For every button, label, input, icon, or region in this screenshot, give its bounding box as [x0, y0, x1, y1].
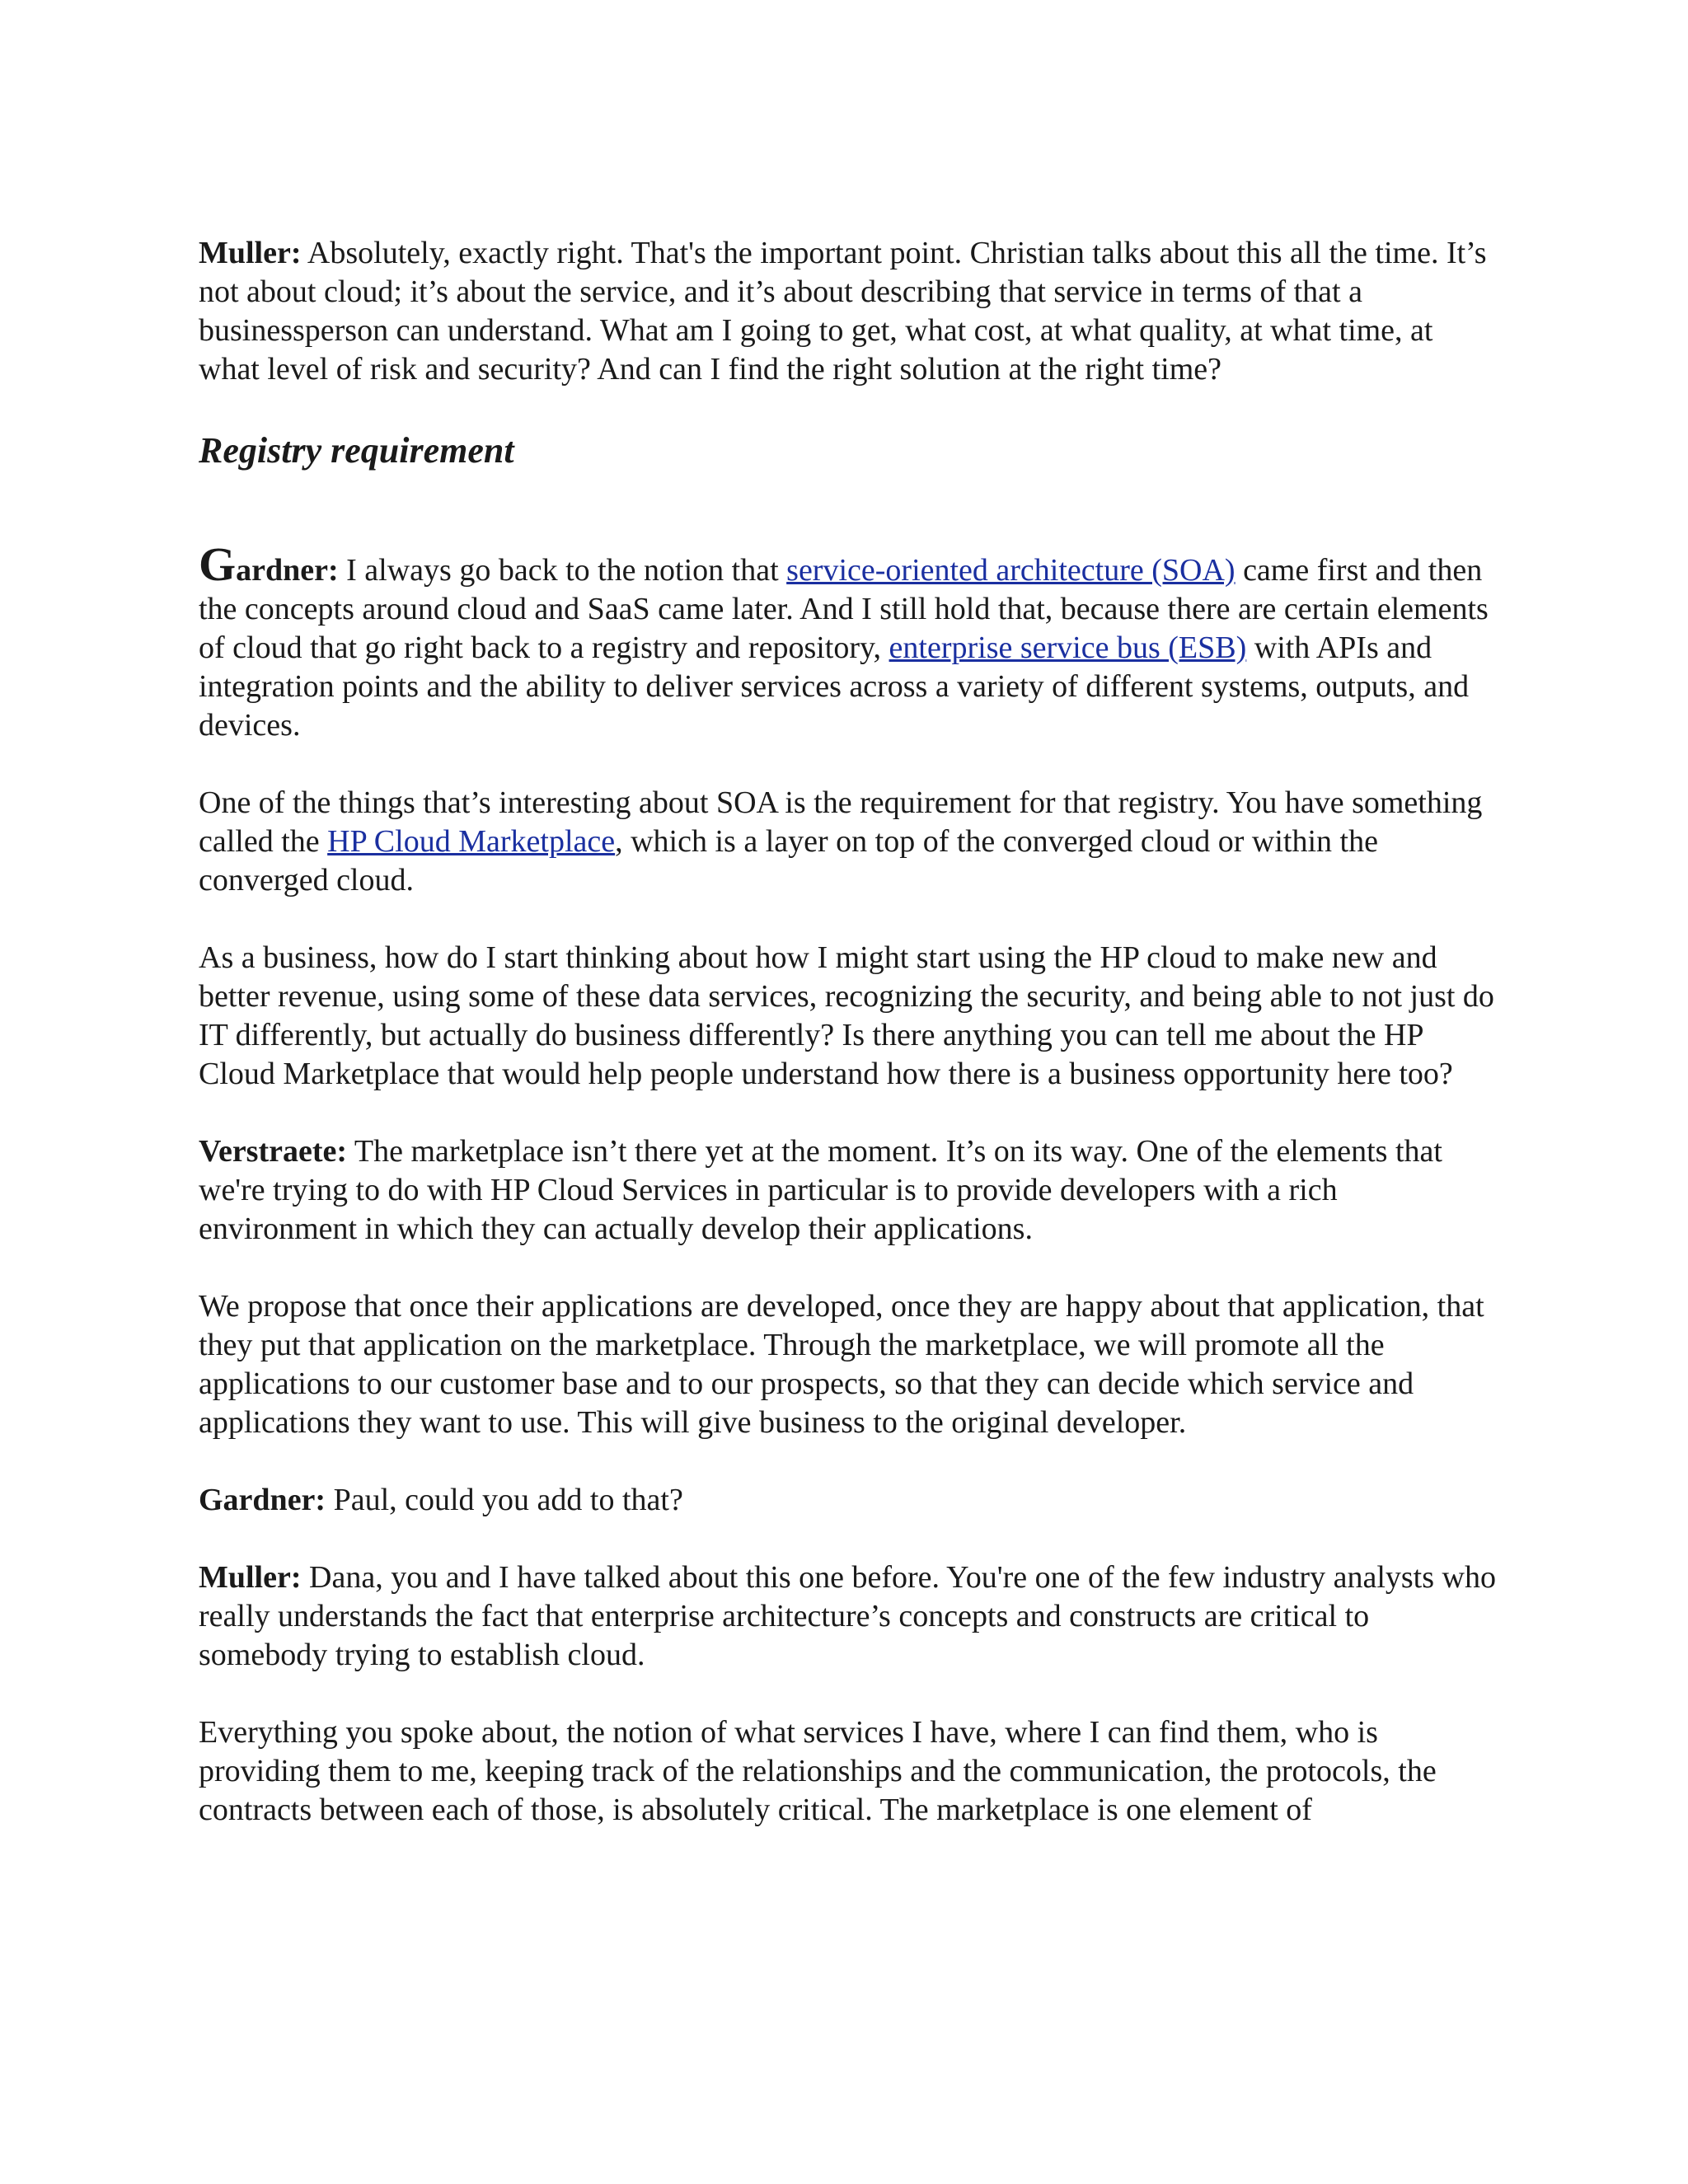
paragraph-muller-1: [199, 234, 1501, 389]
paragraph-text: , which is a layer on top of the converged cloud or within the converged cloud.: [199, 824, 1378, 898]
paragraph-verstraete-2: [199, 1287, 1501, 1442]
paragraph-verstraete-1: [199, 1132, 1501, 1249]
paragraph-gardner-3: [199, 939, 1501, 1094]
paragraph-muller-2: [199, 1558, 1501, 1675]
paragraph-text: I always go back to the notion that: [338, 553, 787, 588]
soa-link[interactable]: service-oriented architecture (SOA): [786, 553, 1236, 588]
paragraph-text: As a business, how do I start thinking about how I might start using the HP cloud to make new and better revenue, using some of these data services, recognizing the security, and being able to not just do IT differently, but actually do business differently? Is there anything you can tell me about the HP Cloud Marketplace that would help people understand how there is a business opportunity here too?: [199, 940, 1494, 1091]
paragraph-text: One of the things that’s interesting about SOA is the requirement for that registry. You have something called the: [199, 785, 1483, 859]
section-heading: Registry requirement: [199, 430, 514, 471]
hp-cloud-marketplace-link[interactable]: HP Cloud Marketplace: [327, 824, 616, 859]
paragraph-text: Dana, you and I have talked about this one before. You're one of the few industry analysts who really understands the fact that enterprise architecture’s concepts and constructs are critical to somebody trying to establish cloud.: [199, 1560, 1496, 1672]
speaker-name: Muller:: [199, 1560, 302, 1595]
paragraph-text: Everything you spoke about, the notion of what services I have, where I can find them, who is providing them to me, keeping track of the relationships and the communication, the protocols, the contracts between each of those, is absolutely critical. The marketplace is one element of: [199, 1715, 1437, 1827]
paragraph-muller-3: [199, 1713, 1501, 1830]
paragraph-text: Absolutely, exactly right. That's the important point. Christian talks about this all the time. It’s not about cloud; it’s about the service, and it’s about describing that service in terms of that a businessperson can understand. What am I going to get, what cost, at what quality, at what time, at what level of risk and security? And can I find the right solution at the right time?: [199, 236, 1487, 387]
document-page: [199, 234, 1501, 1868]
paragraph-text: We propose that once their applications are developed, once they are happy about that application, that they put that application on the marketplace. Through the marketplace, we will promote all the applications to our customer base and to our prospects, so that they can decide which service and applications they want to use. This will give business to the original developer.: [199, 1289, 1484, 1440]
paragraph-text: The marketplace isn’t there yet at the moment. It’s on its way. One of the elements that we're trying to do with HP Cloud Services in particular is to provide developers with a rich environment in which they can actually develop their applications.: [199, 1134, 1442, 1246]
paragraph-gardner-4: [199, 1481, 1501, 1520]
speaker-name: Verstraete:: [199, 1134, 348, 1169]
esb-link[interactable]: enterprise service bus (ESB): [889, 630, 1247, 665]
paragraph-text: came first and then the concepts around cloud and SaaS came later. And I still hold that, because there are certain elements of cloud that go right back to a registry and repository,: [199, 553, 1489, 665]
heading-spacer: [199, 474, 1501, 545]
paragraph-text: Paul, could you add to that?: [326, 1483, 683, 1517]
speaker-name: ardner:: [236, 553, 339, 588]
speaker-name: Muller:: [199, 236, 302, 270]
paragraph-gardner-1: [199, 537, 1501, 745]
paragraph-gardner-2: [199, 784, 1501, 900]
speaker-name: Gardner:: [199, 1483, 326, 1517]
paragraph-text: with APIs and integration points and the ability to deliver services across a variety of different systems, outputs, and devices.: [199, 630, 1470, 743]
drop-cap: G: [199, 537, 237, 591]
